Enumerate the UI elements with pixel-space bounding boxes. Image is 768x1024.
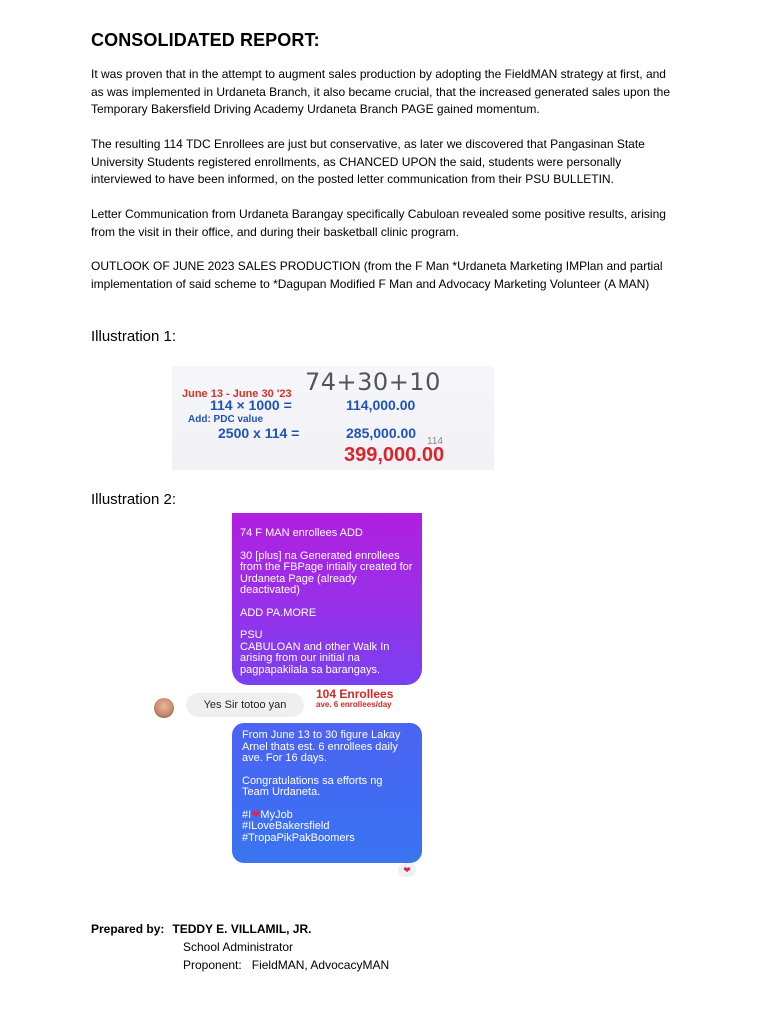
preparer-name: TEDDY E. VILLAMIL, JR. xyxy=(172,922,312,936)
bubble2-line1: From June 13 to 30 figure Lakay Arnel thats est. 6 enrollees daily ave. For 16 days. xyxy=(242,729,401,764)
illustration-1-label: Illustration 1: xyxy=(91,328,177,345)
bubble2-hashtag-3: #TropaPikPakBoomers xyxy=(242,831,355,844)
proponent-value: FieldMAN, AdvocacyMAN xyxy=(251,958,390,972)
enrollees-total-annotation: 104 Enrollees xyxy=(316,687,394,701)
proponent-line xyxy=(183,956,389,974)
ill1-row2-right: 285,000.00 xyxy=(346,425,417,441)
ill1-row1-right: 114,000.00 xyxy=(346,397,416,413)
page-title: CONSOLIDATED REPORT: xyxy=(91,30,320,50)
paragraph-2: The resulting 114 TDC Enrollees are just but conservative, as later we discovered that Pangasinan State University Students registered enrollments, as CHANCED UPON the said, students were personally interviewed to have been informed, on the posted letter communication from their PSU BULLETIN. xyxy=(91,137,645,186)
chat-bubble-incoming: Yes Sir totoo yan xyxy=(186,693,304,717)
hashtag1-prefix: #I xyxy=(242,808,252,821)
ill1-row2-left: 2500 x 114 = xyxy=(218,425,300,441)
bubble1-line5: CABULOAN and other Walk In arising from our initial na pagpapakilala sa barangays. xyxy=(240,640,390,676)
reaction-heart-icon: ❤ xyxy=(398,863,416,877)
bubble2-hashtag-2: #ILoveBakersfield xyxy=(242,820,330,832)
ill1-header-sum: 74+30+10 xyxy=(305,368,441,396)
illustration-2-chat-screenshot xyxy=(148,513,433,885)
ill1-total: 399,000.00 xyxy=(344,444,445,466)
ill1-small-note: 114 xyxy=(427,436,443,447)
paragraph-4: OUTLOOK OF JUNE 2023 SALES PRODUCTION (from the F Man *Urdaneta Marketing IMPlan and partial implementation of said scheme to *Dagupan Modified F Man and Advocacy Marketing Volunteer (A MAN) xyxy=(91,259,663,291)
ill1-row1-left: 114 × 1000 = xyxy=(210,397,292,413)
chat-bubble-outgoing-1 xyxy=(232,513,422,685)
chat-bubble-outgoing-2 xyxy=(232,723,422,863)
bubble2-line2: Congratulations sa efforts ng Team Urdaneta. xyxy=(242,774,383,798)
illustration-2-label: Illustration 2: xyxy=(91,491,177,508)
bubble1-line3: ADD PA.MORE xyxy=(240,606,317,619)
heart-icon: ❤ xyxy=(251,808,261,821)
ill1-add-label: Add: PDC value xyxy=(188,414,264,425)
bubble1-line1: 74 F MAN enrollees ADD xyxy=(240,527,363,539)
enrollees-average-annotation: ave. 6 enrollees/day xyxy=(316,700,392,709)
illustration-1-image xyxy=(172,366,494,470)
bubble1-line2: 30 [plus] na Generated enrollees from the FBPage intially created for Urdaneta Page (already deactivated) xyxy=(240,549,413,596)
proponent-label: Proponent: xyxy=(183,958,242,972)
hashtag1-suffix: MyJob xyxy=(260,808,293,821)
paragraph-1: It was proven that in the attempt to augment sales production by adopting the FieldMAN strategy at first, and as was implemented in Urdaneta Branch, it also became crucial, that the increased generated sales upon the Temporary Bakersfield Driving Academy Urdaneta Branch PAGE gained momentum. xyxy=(91,67,670,116)
prepared-by-label: Prepared by: xyxy=(91,922,165,936)
bubble1-line4: PSU xyxy=(240,629,263,641)
preparer-position: School Administrator xyxy=(183,940,294,954)
ill1-date-range: June 13 - June 30 '23 xyxy=(182,388,292,400)
avatar xyxy=(154,698,174,718)
paragraph-3: Letter Communication from Urdaneta Barangay specifically Cabuloan revealed some positive results, arising from the visit in their office, and during their basketball clinic program. xyxy=(91,207,666,239)
prepared-by-block xyxy=(91,920,390,972)
